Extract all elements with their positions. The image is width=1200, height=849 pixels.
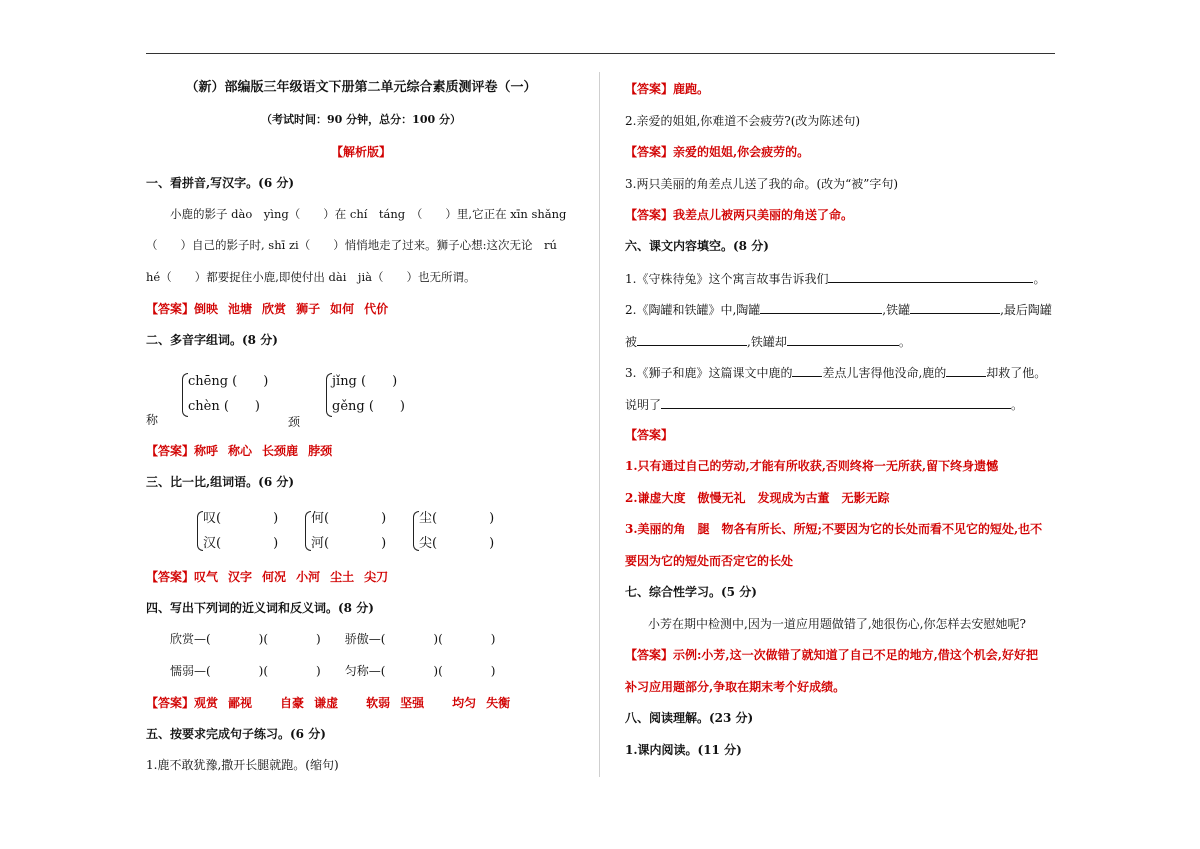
fill-blank[interactable]: [787, 334, 899, 346]
answer-q3: 【答案】我差点儿被两只美丽的角送了命。: [625, 208, 854, 222]
question-2: 2.亲爱的姐姐,你难道不会疲劳?(改为陈述句): [625, 114, 861, 128]
section6-answer-3a: 3.美丽的角 腿 物各有所长、所短;不要因为它的长处而看不见它的短处,也不: [625, 522, 1043, 536]
section7-answer-b: 补习应用题部分,争取在期末考个好成绩。: [625, 680, 846, 694]
section6-answer-2: 2.谦虚大度 傲慢无礼 发现成为古董 无影无踪: [625, 491, 890, 505]
section5-q1: 1.鹿不敢犹豫,撒开长腿就跑。(缩句): [146, 758, 339, 772]
polyphone-chen2: chèn ( ): [188, 399, 260, 414]
section6-answer-label: 【答案】: [625, 428, 674, 442]
section1-answer: 【答案】倒映 池塘 欣赏 狮子 如何 代价: [146, 302, 389, 316]
section6-heading: 六、课文内容填空。(8 分): [625, 239, 769, 253]
page-title: （新）部编版三年级语文下册第二单元综合素质测评卷（一）: [185, 80, 537, 95]
section6-answer-1: 1.只有通过自己的劳动,才能有所收获,否则终将一无所获,留下终身遗憾: [625, 459, 999, 473]
exam-info: （考试时间：90 分钟，总分：100 分）: [261, 113, 461, 126]
column-divider: [599, 72, 600, 777]
question-3: 3.两只美丽的角差点儿送了我的命。(改为“被”字句): [625, 177, 899, 191]
answer-q1: 【答案】鹿跑。: [625, 82, 710, 96]
section4-heading: 四、写出下列词的近义词和反义词。(8 分): [146, 601, 374, 615]
section4-answer: 【答案】观赏 鄙视 自豪 谦虚 软弱 坚强 均匀 失衡: [146, 696, 511, 710]
polyphone-jing: jǐng ( ): [332, 374, 398, 389]
compare-item: 叹( ): [203, 511, 279, 526]
fill-blank[interactable]: [792, 365, 822, 377]
section6-q2-line2: 被 ,铁罐却 。: [625, 335, 911, 349]
section8-heading: 八、阅读理解。(23 分): [625, 711, 754, 725]
section1-line1: 小鹿的影子 dào yìng（ ）在 chí táng （ ）里,它正在 xīn shǎng: [170, 207, 567, 221]
section4-row2: 懦弱—( )( ) 匀称—( )( ): [170, 664, 496, 678]
compare-item: 汉( ): [203, 536, 279, 551]
section7-question: 小芳在期中检测中,因为一道应用题做错了,她很伤心,你怎样去安慰她呢?: [648, 617, 1026, 631]
compare-item: 河( ): [311, 536, 387, 551]
answer-label: 【答案】: [146, 302, 195, 316]
section1-line2: （ ）自己的影子时, shī zi（ ）悄悄地走了过来。狮子心想:这次无论 rú: [146, 238, 557, 252]
polyphone-chen1: chēng ( ): [188, 374, 269, 389]
section6-q3-line1: 3.《狮子和鹿》这篇课文中鹿的 差点儿害得他没命,鹿的 却救了他。: [625, 366, 1047, 380]
fill-blank[interactable]: [946, 365, 986, 377]
section2-answer: 【答案】称呼 称心 长颈鹿 脖颈: [146, 444, 333, 458]
fill-blank[interactable]: [637, 334, 747, 346]
section6-q1: 1.《守株待兔》这个寓言故事告诉我们 。: [625, 272, 1046, 286]
fill-blank[interactable]: [910, 302, 1000, 314]
compare-item: 何( ): [311, 511, 387, 526]
polyphone-char-cheng: 称: [146, 413, 159, 427]
section1-heading: 一、看拼音,写汉字。(6 分): [146, 176, 295, 190]
section6-q3-line2: 说明了 。: [625, 398, 1024, 412]
polyphone-geng: gěng ( ): [332, 399, 405, 414]
compare-item: 尖( ): [419, 536, 495, 551]
fill-blank[interactable]: [828, 271, 1033, 283]
section3-heading: 三、比一比,组词语。(6 分): [146, 475, 295, 489]
section7-answer-a: 【答案】示例:小芳,这一次做错了就知道了自己不足的地方,借这个机会,好好把: [625, 648, 1038, 662]
section1-line3: hé（ ）都要捉住小鹿,即使付出 dài jià（ ）也无所谓。: [146, 270, 476, 284]
section5-heading: 五、按要求完成句子练习。(6 分): [146, 727, 326, 741]
section4-row1: 欣赏—( )( ) 骄傲—( )( ): [170, 632, 496, 646]
answer-q2: 【答案】亲爱的姐姐,你会疲劳的。: [625, 145, 810, 159]
section7-heading: 七、综合性学习。(5 分): [625, 585, 757, 599]
fill-blank[interactable]: [661, 397, 1011, 409]
section8-sub: 1.课内阅读。(11 分): [625, 743, 742, 757]
top-rule: [146, 53, 1055, 54]
compare-item: 尘( ): [419, 511, 495, 526]
section3-answer: 【答案】叹气 汉字 何况 小河 尘土 尖刀: [146, 570, 389, 584]
polyphone-char-jing: 颈: [288, 415, 301, 429]
section2-heading: 二、多音字组词。(8 分): [146, 333, 278, 347]
edition-label: 【解析版】: [330, 145, 391, 159]
fill-blank[interactable]: [760, 302, 882, 314]
section6-answer-3b: 要因为它的短处而否定它的长处: [625, 554, 794, 568]
section6-q2-line1: 2.《陶罐和铁罐》中,陶罐 ,铁罐 ,最后陶罐: [625, 303, 1052, 317]
